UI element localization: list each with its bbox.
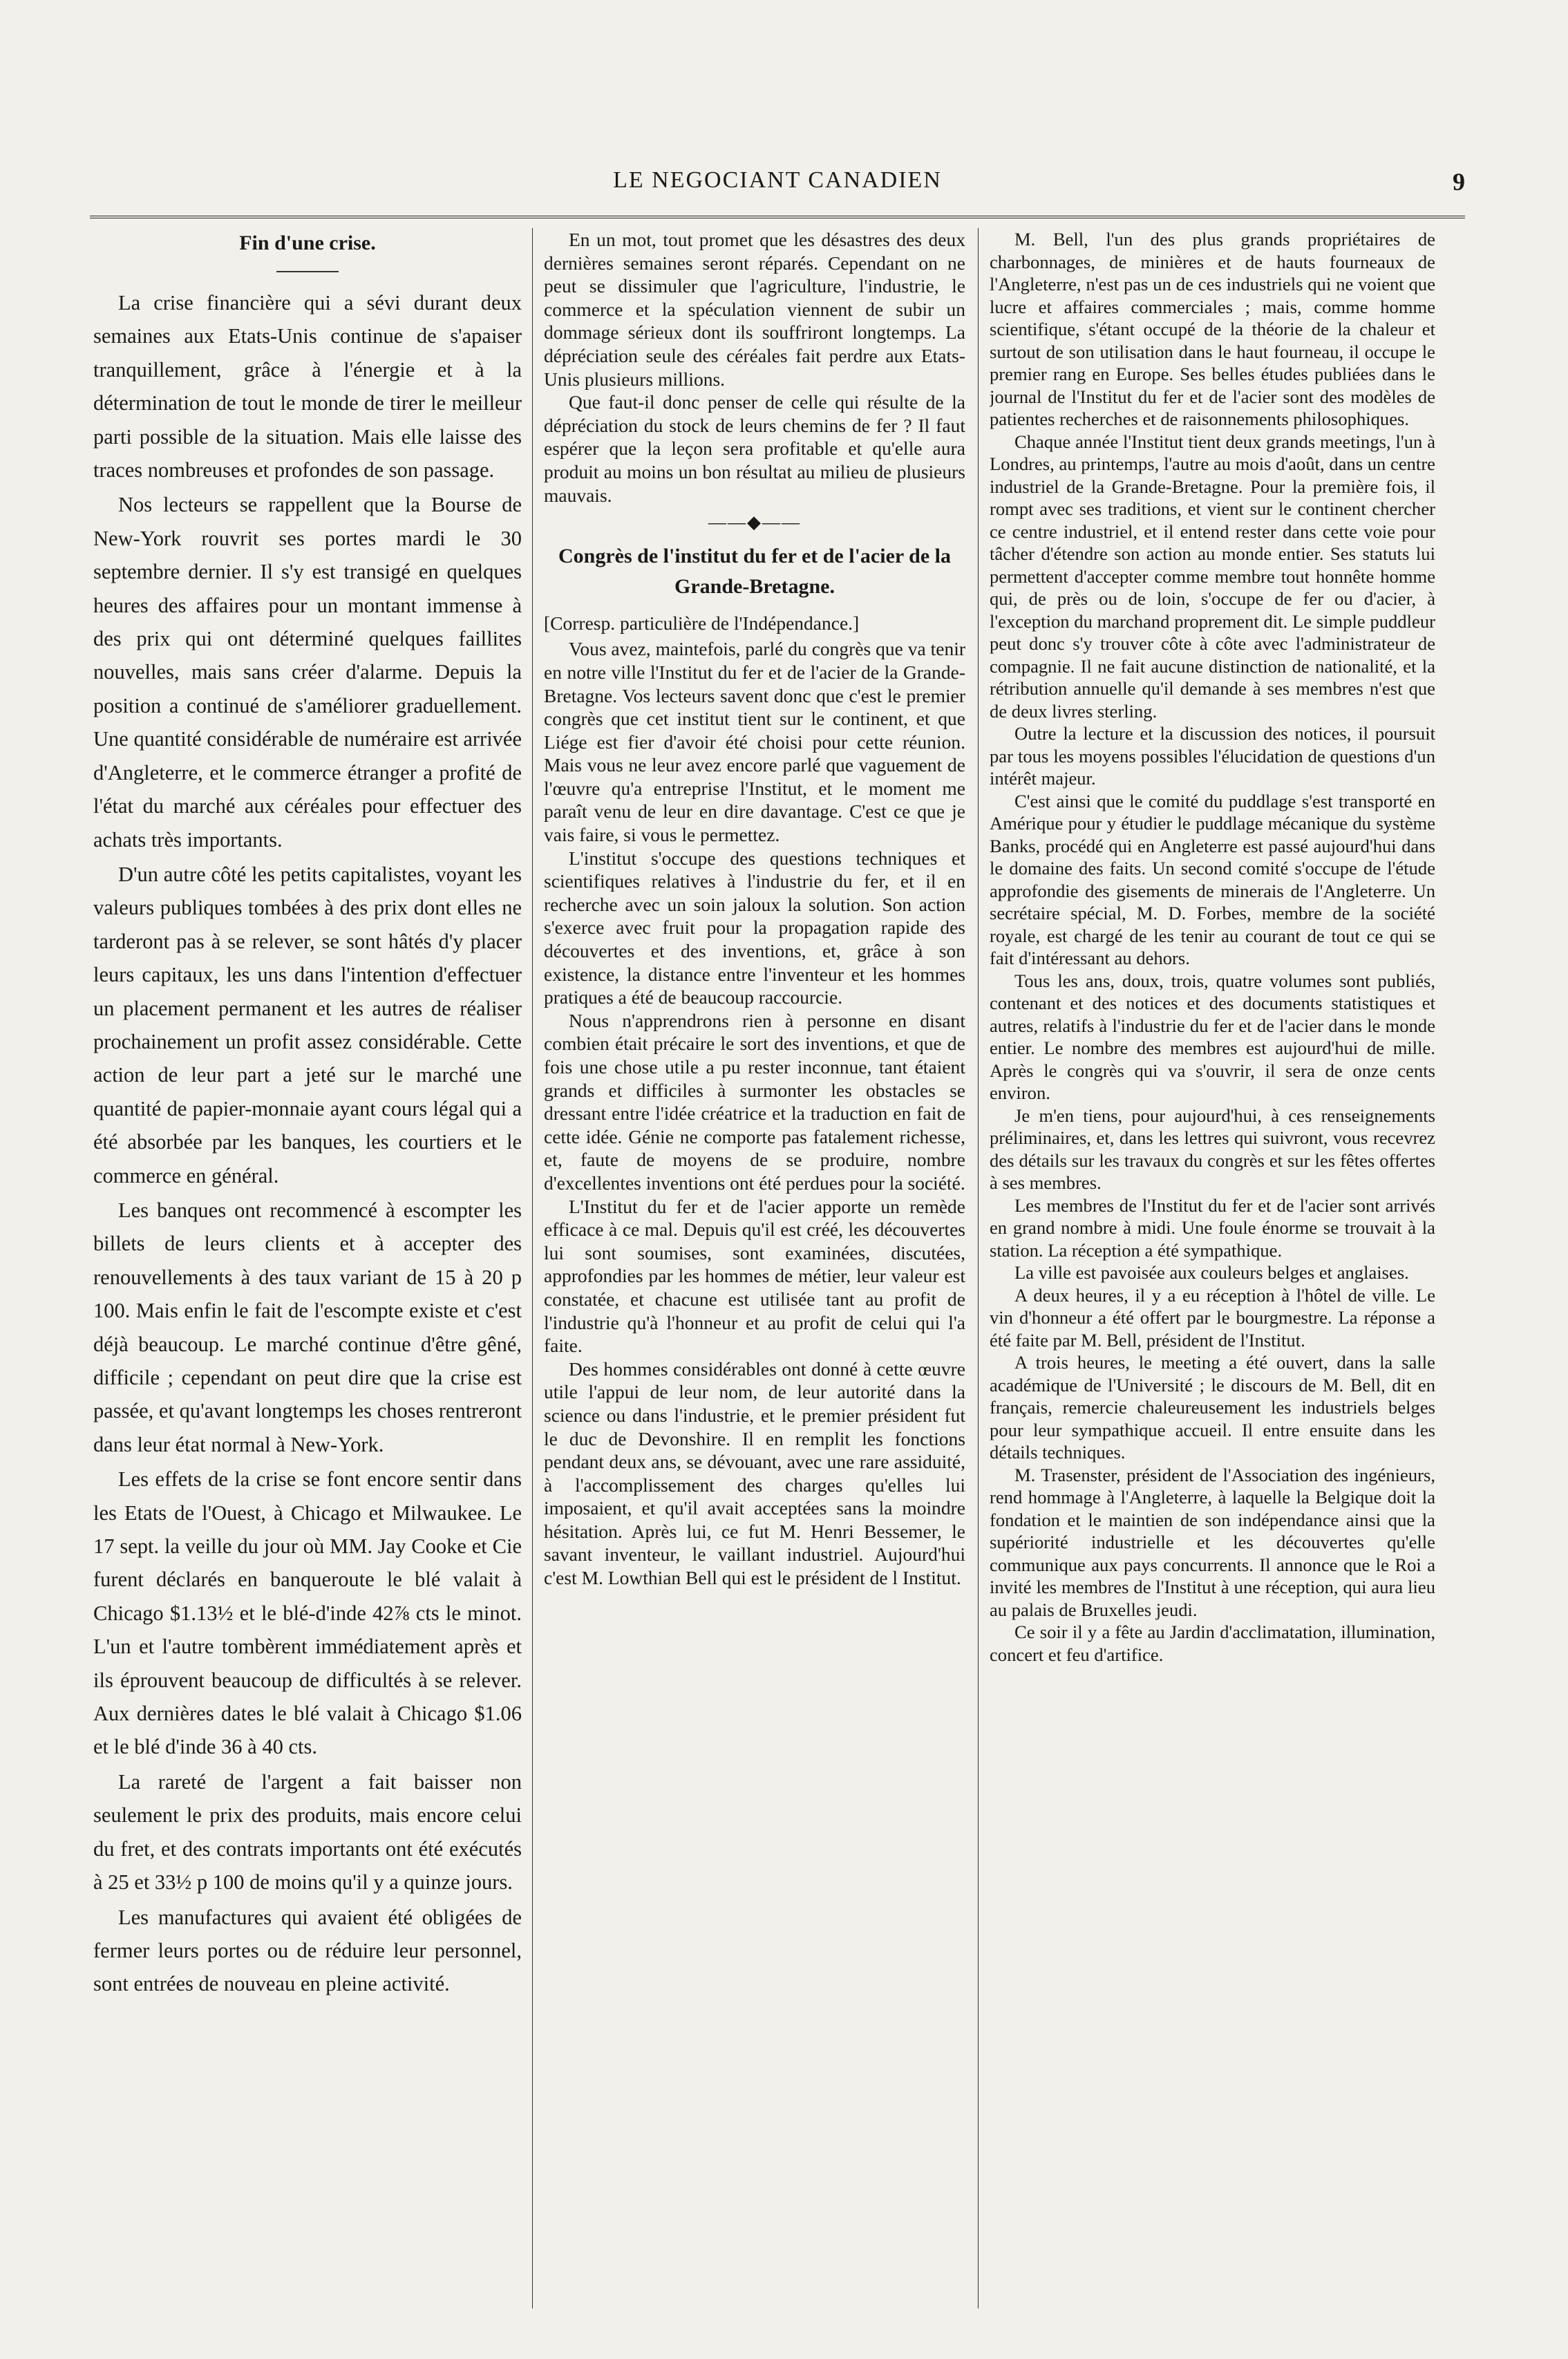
paragraph: M. Trasenster, président de l'Association des ingénieurs, rend hommage à l'Angleterre, à laquelle la Belgique doit la fondation et le maintien de son indépendance ainsi que la supériorité industrielle et les découvertes qu'elle communique aux pays concurrents. Il annonce que le Roi a invité les membres de l'Institut à une réception, qui aura lieu au palais de Bruxelles jeudi. bbox=[990, 1464, 1435, 1620]
paragraph: La crise financière qui a sévi durant deux semaines aux Etats-Unis continue de s'apaiser tranquillement, grâce à l'énergie et à la détermination de tout le monde de tirer le meilleur parti possible de la situation. Mais elle laisse des traces nombreuses et profondes de son passage. bbox=[93, 291, 522, 482]
paragraph: Les membres de l'Institut du fer et de l'acier sont arrivés en grand nombre à midi. Une foule énorme se trouvait à la station. La réception a été sympathique. bbox=[990, 1194, 1435, 1261]
page-header bbox=[90, 167, 1465, 209]
paragraph: Tous les ans, doux, trois, quatre volumes sont publiés, contenant et des notices et des documents statistiques et autres, relatifs à l'industrie du fer et de l'acier dans le monde entier. Le nombre des membres est aujourd'hui de mille. Après le congrès qui va s'ouvrir, il sera de onze cents environ. bbox=[990, 970, 1435, 1103]
paragraph: Des hommes considérables ont donné à cette œuvre utile l'appui de leur nom, de leur autorité dans la science ou dans l'industrie, et le premier président fut le duc de Devonshire. Il en remplit les fonctions pendant deux ans, se dévouant, avec une rare assiduité, à l'accomplissement des charges qu'elles lui imposaient, et qu'il avait acceptées sans la moindre hésitation. Après lui, ce fut M. Henri Bessemer, le savant inventeur, le vaillant industriel. Aujourd'hui c'est M. Lowthian Bell qui est le président de l Institut. bbox=[544, 1357, 965, 1589]
paragraph: Que faut-il donc penser de celle qui résulte de la dépréciation du stock de leurs chemins de fer ? Il faut espérer que la leçon sera profitable et qu'elle aura produit au moins un bon résultat au milieu de plusieurs mauvais. bbox=[544, 391, 965, 506]
header-rule bbox=[90, 216, 1465, 220]
correspondent-line: [Corresp. particulière de l'Indépendance.] bbox=[544, 612, 860, 634]
article-title-congress: Congrès de l'institut du fer et de l'acier de la Grande-Bretagne. bbox=[558, 544, 951, 598]
paragraph: L'Institut du fer et de l'acier apporte un remède efficace à ce mal. Depuis qu'il est créé, les découvertes lui sont soumises, sont examinées, discutées, approfondies par les hommes de métier, leur valeur est constatée, et chacune est utilisée tant au profit de l'industrie qu'à l'honneur et au profit de celui qui l'a faite. bbox=[544, 1195, 965, 1357]
paragraph: A trois heures, le meeting a été ouvert, dans la salle académique de l'Université ; le discours de M. Bell, dit en français, remercie chaleureusement les industriels belges pour leur sympathique accueil. Il entre ensuite dans les détails techniques. bbox=[990, 1352, 1435, 1463]
paragraph: Les banques ont recommencé à escompter les billets de leurs clients et à accepter des renouvellements à des taux variant de 15 à 20 p 100. Mais enfin le fait de l'escompte existe et c'est déjà beaucoup. Le marché continue d'être gêné, difficile ; cependant on peut dire que la crise est passée, et qu'avant longtemps les choses rentreront dans leur état normal à New-York. bbox=[93, 1198, 522, 1456]
paragraph: Vous avez, maintefois, parlé du congrès que va tenir en notre ville l'Institut du fer et de l'acier de la Grande-Bretagne. Vos lecteurs savent donc que c'est le premier congrès que cet institut tient sur le continent, et que Liége est fier d'avoir été choisi pour cette réunion. Mais vous ne leur avez encore parlé que vaguement de l'œuvre qu'a entreprise l'Institut, et le moment me paraît venu de leur en dire davantage. C'est ce que je vais faire, si vous le permettez. bbox=[544, 638, 965, 846]
paragraph: Ce soir il y a fête au Jardin d'acclimatation, illumination, concert et feu d'artifice. bbox=[990, 1622, 1435, 1665]
paragraph: La ville est pavoisée aux couleurs belges et anglaises. bbox=[1014, 1262, 1409, 1283]
column-3 bbox=[990, 228, 1435, 2309]
paragraph: La rareté de l'argent a fait baisser non seulement le prix des produits, mais encore celui du fret, et des contrats importants ont été exécutés à 25 et 33½ p 100 de moins qu'il y a quinze jours. bbox=[93, 1769, 522, 1895]
running-title: LE NEGOCIANT CANADIEN bbox=[613, 167, 942, 193]
column-1 bbox=[93, 228, 522, 2309]
column-divider bbox=[532, 228, 533, 2309]
column-2 bbox=[544, 228, 965, 2309]
paragraph: Les manufactures qui avaient été obligées de fermer leurs portes ou de réduire leur personnel, sont entrées de nouveau en pleine activité. bbox=[93, 1905, 522, 1996]
paragraph: A deux heures, il y a eu réception à l'hôtel de ville. Le vin d'honneur a été offert par le bourgmestre. La réponse a été faite par M. Bell, président de l'Institut. bbox=[990, 1284, 1435, 1351]
paragraph: C'est ainsi que le comité du puddlage s'est transporté en Amérique pour y étudier le puddlage mécanique du système Banks, procédé qui en Angleterre est passé aujourd'hui dans le domaine des faits. Un second comité s'occupe de l'étude approfondie des gisements de minerais de l'Angleterre. Un secrétaire spécial, M. D. Forbes, membre de la société royale, est chargé de les tenir au courant de tout ce qui se fait d'intéressant au dehors. bbox=[990, 790, 1435, 968]
paragraph: L'institut s'occupe des questions techniques et scientifiques relatives à l'industrie du fer, et il en recherche avec un soin jaloux la solution. Son action s'exerce avec fruit pour la propagation rapide des découvertes et des inventions, et, grâce à son existence, la distance entre l'inventeur et les hommes pratiques a été de beaucoup raccourcie. bbox=[544, 847, 965, 1008]
paragraph: Je m'en tiens, pour aujourd'hui, à ces renseignements préliminaires, et, dans les lettres qui suivront, vous recevrez des détails sur les travaux du congrès et sur les fêtes offertes à ses membres. bbox=[990, 1105, 1435, 1193]
paragraph: En un mot, tout promet que les désastres des deux dernières semaines seront réparés. Cependant on ne peut se dissimuler que l'agriculture, l'industrie, le commerce et la spéculation viennent de subir un dommage sérieux dont ils souffriront longtemps. La dépréciation seule des céréales fait perdre aux Etats-Unis plusieurs millions. bbox=[544, 229, 965, 390]
section-ornament: ——◆—— bbox=[708, 512, 801, 533]
title-rule bbox=[276, 271, 339, 272]
paragraph: M. Bell, l'un des plus grands propriétaires de charbonnages, de minières et de hauts fourneaux de l'Angleterre, n'est pas un de ces industriels qui ne voient que lucre et affaires commerciales ; mais, comme homme scientifique, s'étant occupé de la théorie de la chaleur et surtout de son utilisation dans le haut fourneau, il occupe le premier rang en Europe. Ses belles études publiées dans le journal de l'Institut du fer et de l'acier sont des modèles de patientes recherches et de raisonnements philosophiques. bbox=[990, 229, 1435, 429]
column-divider bbox=[978, 228, 979, 2309]
paragraph: Outre la lecture et la discussion des notices, il poursuit par tous les moyens possibles l'élucidation de questions d'un intérêt majeur. bbox=[990, 723, 1435, 789]
paragraph: Nos lecteurs se rappellent que la Bourse de New-York rouvrit ses portes mardi le 30 septembre dernier. Il s'y est transigé en quelques heures des affaires pour un montant immense à des prix qui ont déterminé quelques faillites nouvelles, mais sans créer d'alarme. Depuis la position a continué de s'améliorer graduellement. Une quantité considérable de numéraire est arrivée d'Angleterre, et le commerce étranger a profité de l'état du marché aux céréales pour effectuer des achats très importants. bbox=[93, 493, 522, 852]
article-title-crisis: Fin d'une crise. bbox=[239, 232, 376, 254]
paragraph: D'un autre côté les petits capitalistes, voyant les valeurs publiques tombées à des prix dont elles ne tarderont pas à se relever, se sont hâtés d'y placer leurs capitaux, les uns dans l'intention d'effectuer un placement permanent et les autres de réaliser prochainement un profit assez considérable. Cette action de leur part a jeté sur le marché une quantité de papier-monnaie ayant cours légal qui a été absorbée par les banques, les courtiers et le commerce en général. bbox=[93, 862, 522, 1187]
page-number: 9 bbox=[1453, 168, 1465, 196]
paragraph: Nous n'apprendrons rien à personne en disant combien était précaire le sort des inventions, et que de fois une chose utile a pu rester inconnue, tant étaient grands et difficiles à surmonter les obstacles se dressant entre l'idée créatrice et la traduction en fait de cette idée. Génie ne comporte pas fatalement richesse, et, faute de moyens de se produire, nombre d'excellentes inventions ont été perdues pour la société. bbox=[544, 1009, 965, 1194]
paragraph: Chaque année l'Institut tient deux grands meetings, l'un à Londres, au printemps, l'autre au mois d'août, dans un centre industriel de la Grande-Bretagne. Pour la première fois, il rompt avec ses traditions, et vient sur le continent chercher ce centre industriel, et il entend rester dans cette voie pour tâcher d'étendre son action au monde entier. Ses statuts lui permettent d'accepter comme membre tout honnête homme qui, de près ou de loin, s'occupe de fer ou d'acier, à l'exception du marchand proprement dit. Le simple puddleur peut donc s'y trouver côte à côte avec l'administrateur de compagnie. Il ne fait aucune distinction de nationalité, et la rétribution annuelle qu'il demande à ses membres n'est que de deux livres sterling. bbox=[990, 431, 1435, 722]
paragraph: Les effets de la crise se font encore sentir dans les Etats de l'Ouest, à Chicago et Milwaukee. Le 17 sept. la veille du jour où MM. Jay Cooke et Cie furent déclarés en banqueroute le blé valait à Chicago $1.13½ et le blé-d'inde 42⅞ cts le minot. L'un et l'autre tombèrent immédiatement après et ils éprouvent beaucoup de difficultés à se relever. Aux dernières dates le blé valait à Chicago $1.06 et le blé d'inde 36 à 40 cts. bbox=[93, 1467, 522, 1759]
